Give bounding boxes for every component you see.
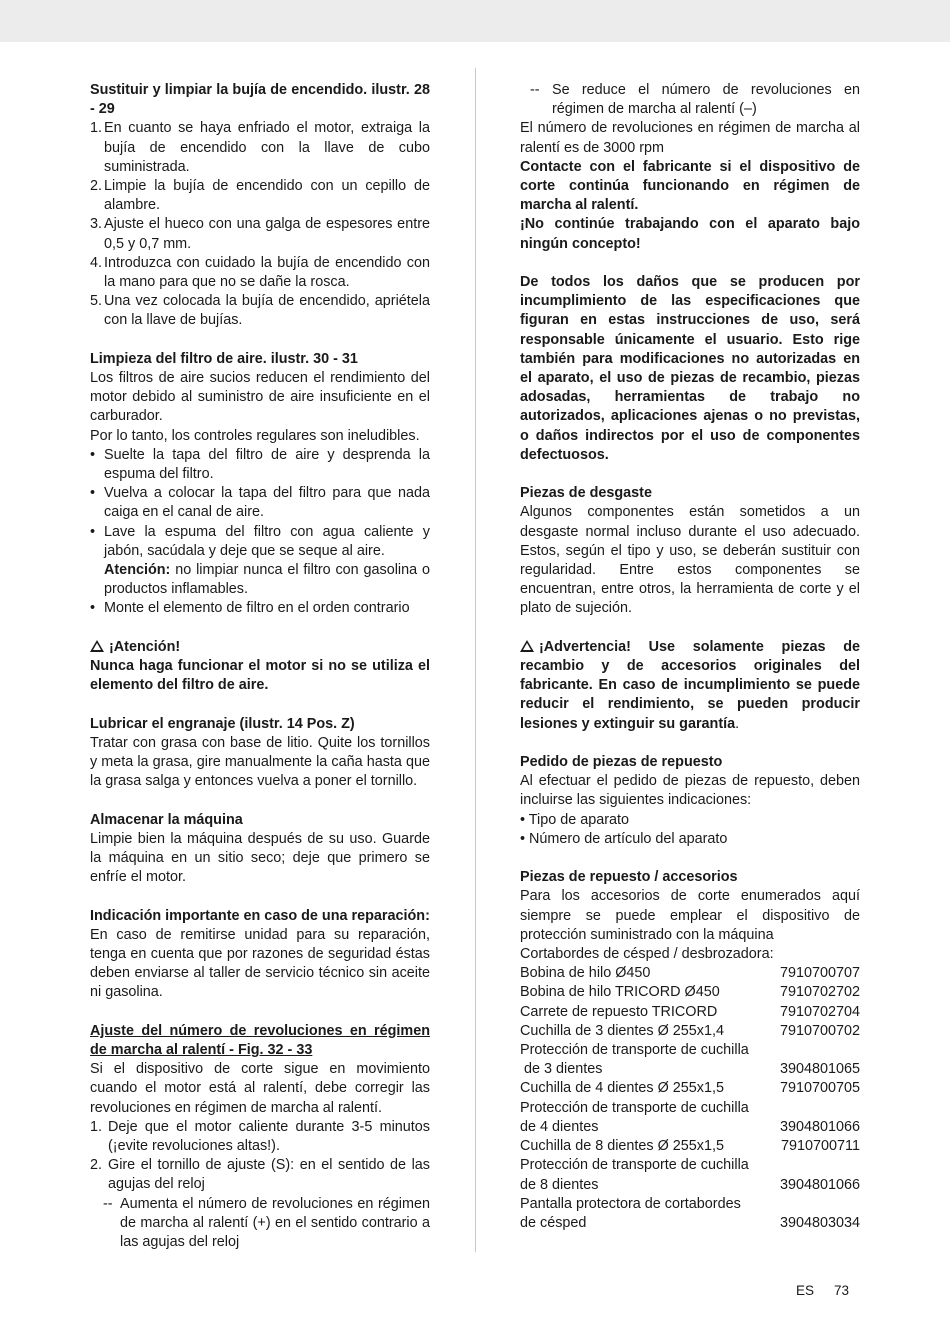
part-row-label: Protección de transporte de cuchilla bbox=[520, 1157, 749, 1174]
part-row: Bobina de hilo Ø450 7910700707 bbox=[520, 965, 860, 982]
part-row: Carrete de repuesto TRICORD 7910702704 bbox=[520, 1003, 860, 1020]
idle-step-1: 1. Deje que el motor caliente durante 3-5 minutos (¡evite revoluciones altas!). bbox=[90, 1118, 430, 1155]
spares-heading: Piezas de repuesto / accesorios bbox=[520, 869, 738, 886]
attention-heading: ¡Atención! bbox=[90, 638, 430, 657]
part-row: Cuchilla de 4 dientes Ø 255x1,5 7910700705 bbox=[520, 1080, 860, 1097]
column-divider bbox=[475, 68, 476, 1252]
liability-text: De todos los daños que se producen por incumplimiento de las especificaciones que figuran en estas instrucciones de uso, será responsable únicamente el usuario. Esto rige también para modificaciones no autorizadas en el aparato, el uso de piezas de recambio, piezas adosadas, herramientas de trabajo no autorizados, aplicaciones ajenas o no previstas, o daños indirectos por el uso de componentes defectuosos. bbox=[520, 274, 860, 463]
spark-step-3: 3. Ajuste el hueco con una galga de espesores entre 0,5 y 0,7 mm. bbox=[90, 216, 430, 252]
page-number: 73 bbox=[834, 1283, 850, 1298]
filter-attention-note: Atención: no limpiar nunca el filtro con gasolina o productos inflamables. bbox=[104, 562, 430, 598]
repair-text: En caso de remitirse unidad para su reparación, tenga en cuenta que por razones de seguridad éstas deben enviarse al taller de servicio técnico sin aceite ni gasolina. bbox=[90, 926, 430, 1001]
spares-text: Para los accesorios de corte enumerados aquí siempre se puede emplear el dispositivo de protección suministrado con la máquina bbox=[520, 888, 860, 943]
right-column bbox=[520, 81, 860, 1233]
part-row-label: Protección de transporte de cuchilla bbox=[520, 1042, 749, 1059]
warning-triangle-icon bbox=[90, 640, 104, 652]
order-heading: Pedido de piezas de repuesto bbox=[520, 754, 723, 771]
attention-text: Nunca haga funcionar el motor si no se utiliza el elemento del filtro de aire. bbox=[90, 658, 430, 694]
air-filter-heading: Limpieza del filtro de aire. ilustr. 30 - 31 bbox=[90, 350, 358, 367]
filter-bullet-4: • Monte el elemento de filtro en el orden contrario bbox=[90, 600, 410, 617]
idle-substep-increase: -- Aumenta el número de revoluciones en régimen de marcha al ralentí (+) en el sentido contrario a las agujas del reloj bbox=[103, 1195, 430, 1251]
spark-plug-steps bbox=[90, 119, 430, 330]
storage-heading: Almacenar la máquina bbox=[90, 811, 243, 828]
air-filter-intro-2: Por lo tanto, los controles regulares son ineludibles. bbox=[90, 427, 420, 444]
filter-bullet-3: • Lave la espuma del filtro con agua caliente y jabón, sacúdala y deje que se seque al aire. bbox=[90, 523, 430, 559]
gear-lubrication-heading: Lubricar el engranaje (ilustr. 14 Pos. Z) bbox=[90, 715, 355, 732]
stop-working-text: ¡No continúe trabajando con el aparato bajo ningún concepto! bbox=[520, 216, 860, 252]
part-row: Cuchilla de 8 dientes Ø 255x1,5 7910700711 bbox=[520, 1138, 860, 1155]
left-column bbox=[90, 81, 430, 1252]
spark-step-5: 5. Una vez colocada la bujía de encendido, apriétela con la llave de bujías. bbox=[90, 293, 430, 329]
part-row: de 3 dientes 3904801065 bbox=[520, 1061, 860, 1078]
repair-heading: Indicación importante en caso de una reparación: bbox=[90, 907, 430, 924]
parts-list bbox=[520, 964, 860, 1233]
air-filter-intro: Los filtros de aire sucios reducen el rendimiento del motor debido al suministro de aire insuficiente en el carburador. bbox=[90, 370, 430, 425]
part-row: Bobina de hilo TRICORD Ø450 7910702702 bbox=[520, 984, 860, 1001]
storage-text: Limpie bien la máquina después de su uso. Guarde la máquina en un sitio seco; deje que primero se enfríe el motor. bbox=[90, 830, 430, 886]
part-row: de 4 dientes 3904801066 bbox=[520, 1118, 860, 1135]
filter-bullet-1: • Suelte la tapa del filtro de aire y desprenda la espuma del filtro. bbox=[90, 446, 430, 483]
part-row: de césped 3904803034 bbox=[520, 1214, 860, 1231]
order-item: • Número de artículo del aparato bbox=[520, 830, 728, 847]
wear-parts-heading: Piezas de desgaste bbox=[520, 485, 652, 502]
part-row: de 8 dientes 3904801066 bbox=[520, 1176, 860, 1193]
gear-lubrication-text: Tratar con grasa con base de litio. Quite los tornillos y meta la grasa, gire manualmente la caña hasta que la grasa salga y entonces vuelva a poner el tornillo. bbox=[90, 734, 430, 790]
order-text: Al efectuar el pedido de piezas de repuesto, deben incluirse las siguientes indicaciones: bbox=[520, 773, 860, 809]
top-bar bbox=[0, 0, 950, 42]
order-item: • Tipo de aparato bbox=[520, 811, 630, 828]
filter-bullet-2: • Vuelva a colocar la tapa del filtro para que nada caiga en el canal de aire. bbox=[90, 485, 430, 521]
wear-parts-text: Algunos componentes están sometidos a un desgaste normal incluso durante el uso adecuado. Estos, según el tipo y uso, se deberán sustituir con regularidad. Entre estos componentes se encuentran, entre otros, la herramienta de corte y el plato de sujeción. bbox=[520, 504, 860, 617]
part-row-label: Pantalla protectora de cortabordes bbox=[520, 1195, 741, 1212]
spark-step-1: 1. En cuanto se haya enfriado el motor, extraiga la bujía de encendido con la llave de cubo suministrada. bbox=[90, 120, 430, 175]
spark-step-2: 2. Limpie la bujía de encendido con un cepillo de alambre. bbox=[90, 178, 430, 214]
contact-manufacturer-text: Contacte con el fabricante si el dispositivo de corte continúa funcionando en régimen de marcha al ralentí. bbox=[520, 158, 860, 214]
language-code: ES bbox=[796, 1283, 815, 1298]
idle-speed-heading: Ajuste del número de revoluciones en régimen de marcha al ralentí - Fig. 32 - 33 bbox=[90, 1022, 430, 1059]
idle-speed-text: Si el dispositivo de corte sigue en movimiento cuando el motor está al ralentí, debe corregir las revoluciones en régimen de marcha al ralentí. bbox=[90, 1061, 430, 1116]
idle-rpm-text: El número de revoluciones en régimen de marcha al ralentí es de 3000 rpm bbox=[520, 120, 860, 156]
spares-subheading: Cortabordes de césped / desbrozadora: bbox=[520, 946, 774, 963]
idle-step-2: 2. Gire el tornillo de ajuste (S): en el sentido de las agujas del reloj bbox=[90, 1157, 430, 1193]
warning-paragraph: ¡Advertencia! Use solamente piezas de recambio y de accesorios originales del fabricante. En caso de incumplimiento se puede reducir el rendimiento, se pueden producir lesiones y extinguir su garantía. bbox=[520, 638, 860, 732]
spark-plug-heading: Sustituir y limpiar la bujía de encendido. ilustr. 28 - 29 bbox=[90, 82, 430, 118]
warning-triangle-icon bbox=[520, 640, 534, 652]
spark-step-4: 4. Introduzca con cuidado la bujía de encendido con la mano para que no se dañe la rosca. bbox=[90, 254, 430, 291]
page-footer bbox=[796, 1281, 869, 1300]
idle-substep-decrease: -- Se reduce el número de revoluciones en régimen de marcha al ralentí (–) bbox=[530, 82, 860, 118]
part-row: Cuchilla de 3 dientes Ø 255x1,4 7910700702 bbox=[520, 1022, 860, 1039]
part-row-label: Protección de transporte de cuchilla bbox=[520, 1099, 749, 1116]
